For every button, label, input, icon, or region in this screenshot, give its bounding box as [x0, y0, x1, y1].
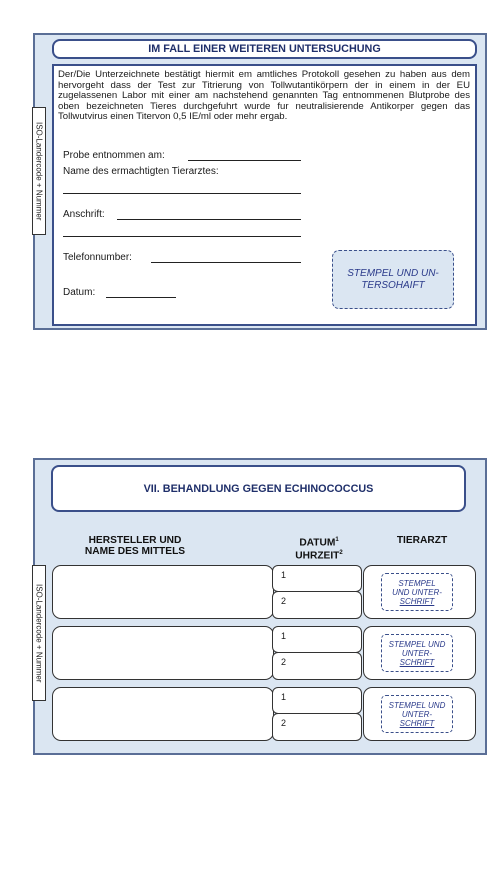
- side-tab-label-2: ISO-Landercode + Nummer: [34, 583, 44, 683]
- datum-field-row3-2[interactable]: [272, 713, 362, 741]
- datum-input-line[interactable]: [106, 297, 176, 298]
- stamp-row2-line1: STEMPEL UND: [388, 639, 446, 649]
- num-1: 1: [281, 570, 287, 580]
- column-hersteller-line2: NAME DES MITTELS: [84, 546, 186, 557]
- section-title-text: IM FALL EINER WEITEREN UNTERSUCHUNG: [148, 43, 381, 55]
- num-1: 1: [281, 692, 287, 702]
- stamp-box-row1: [381, 573, 453, 611]
- anschrift-input-line-2[interactable]: [63, 236, 301, 237]
- stamp-row2-line3: SCHRIFT: [399, 657, 435, 667]
- telefon-input-line[interactable]: [151, 262, 301, 263]
- section-title-echinococcus-text: VII. BEHANDLUNG GEGEN ECHINOCOCCUS: [143, 482, 374, 495]
- stamp-row1-line2: UND UNTER-: [392, 587, 442, 597]
- anschrift-label: Anschrift:: [63, 209, 105, 220]
- side-tab-iso-code: [32, 107, 46, 235]
- section-title-echinococcus: [51, 465, 466, 512]
- stamp-row1-line1: STEMPEL: [398, 578, 436, 588]
- certification-paragraph: Der/Die Unterzeichnete bestätigt hiermit em amtliches Protokoll gesehen zu haben aus dem hervorgeht dass der Test zur Titrierung von Tollwutantikörpern der in einem in der EU zugelassenen Labor mit einer am nachstehend genannten Tag entnommenen Blutprobe des oben bezeichneten Tieres durchgefuhrt wurde fur neutralisierende Antikorper gegen das Tollwutvirus einen Titervon 0,5 IE/ml oder mehr ergab.: [58, 69, 470, 123]
- anschrift-input-line[interactable]: [117, 219, 301, 220]
- datum-field-row2-1[interactable]: [272, 626, 362, 653]
- side-tab-label: ISO-Landercode + Nummer: [34, 121, 44, 221]
- num-2: 2: [281, 657, 287, 667]
- column-tierarzt-text: TIERARZT: [396, 535, 448, 546]
- stamp-row3-line3: SCHRIFT: [399, 718, 435, 728]
- datum-label: Datum:: [63, 287, 96, 298]
- telefon-label: Telefonnumber:: [63, 252, 132, 263]
- stamp-row1-line3: SCHRIFT: [399, 596, 435, 606]
- probe-input-line[interactable]: [188, 160, 301, 161]
- stamp-text-line2: TERSOHAIFT: [361, 279, 425, 291]
- column-hersteller: [60, 535, 210, 557]
- tierarzt-label: Name des ermachtigten Tierarztes:: [63, 166, 219, 177]
- probe-label: Probe entnommen am:: [63, 150, 165, 161]
- hersteller-field-row1[interactable]: [52, 565, 274, 619]
- num-2: 2: [281, 718, 287, 728]
- column-hersteller-line1: HERSTELLER UND: [88, 535, 182, 546]
- tierarzt-input-line[interactable]: [63, 193, 301, 194]
- section-title: [52, 39, 477, 59]
- stamp-row2-line2: UNTER-: [401, 648, 433, 658]
- datum-field-row2-2[interactable]: [272, 652, 362, 680]
- stamp-signature-box[interactable]: [332, 250, 454, 309]
- column-uhrzeit-text: UHRZEIT: [295, 550, 340, 562]
- num-1: 1: [281, 631, 287, 641]
- footnote-2: 2: [339, 550, 343, 557]
- stamp-row3-line1: STEMPEL UND: [388, 700, 446, 710]
- column-datum-text: DATUM: [299, 537, 336, 549]
- datum-field-row3-1[interactable]: [272, 687, 362, 714]
- hersteller-field-row2[interactable]: [52, 626, 274, 680]
- hersteller-field-row3[interactable]: [52, 687, 274, 741]
- num-2: 2: [281, 596, 287, 606]
- stamp-box-row3: [381, 695, 453, 733]
- stamp-row3-line2: UNTER-: [401, 709, 433, 719]
- column-tierarzt: [372, 535, 472, 546]
- datum-field-row1-2[interactable]: [272, 591, 362, 619]
- stamp-box-row2: [381, 634, 453, 672]
- footnote-1: 1: [335, 537, 339, 543]
- column-datum: [279, 535, 359, 562]
- datum-field-row1-1[interactable]: [272, 565, 362, 592]
- side-tab-iso-code-2: [32, 565, 46, 701]
- stamp-text-line1: STEMPEL UND UN-: [347, 267, 439, 279]
